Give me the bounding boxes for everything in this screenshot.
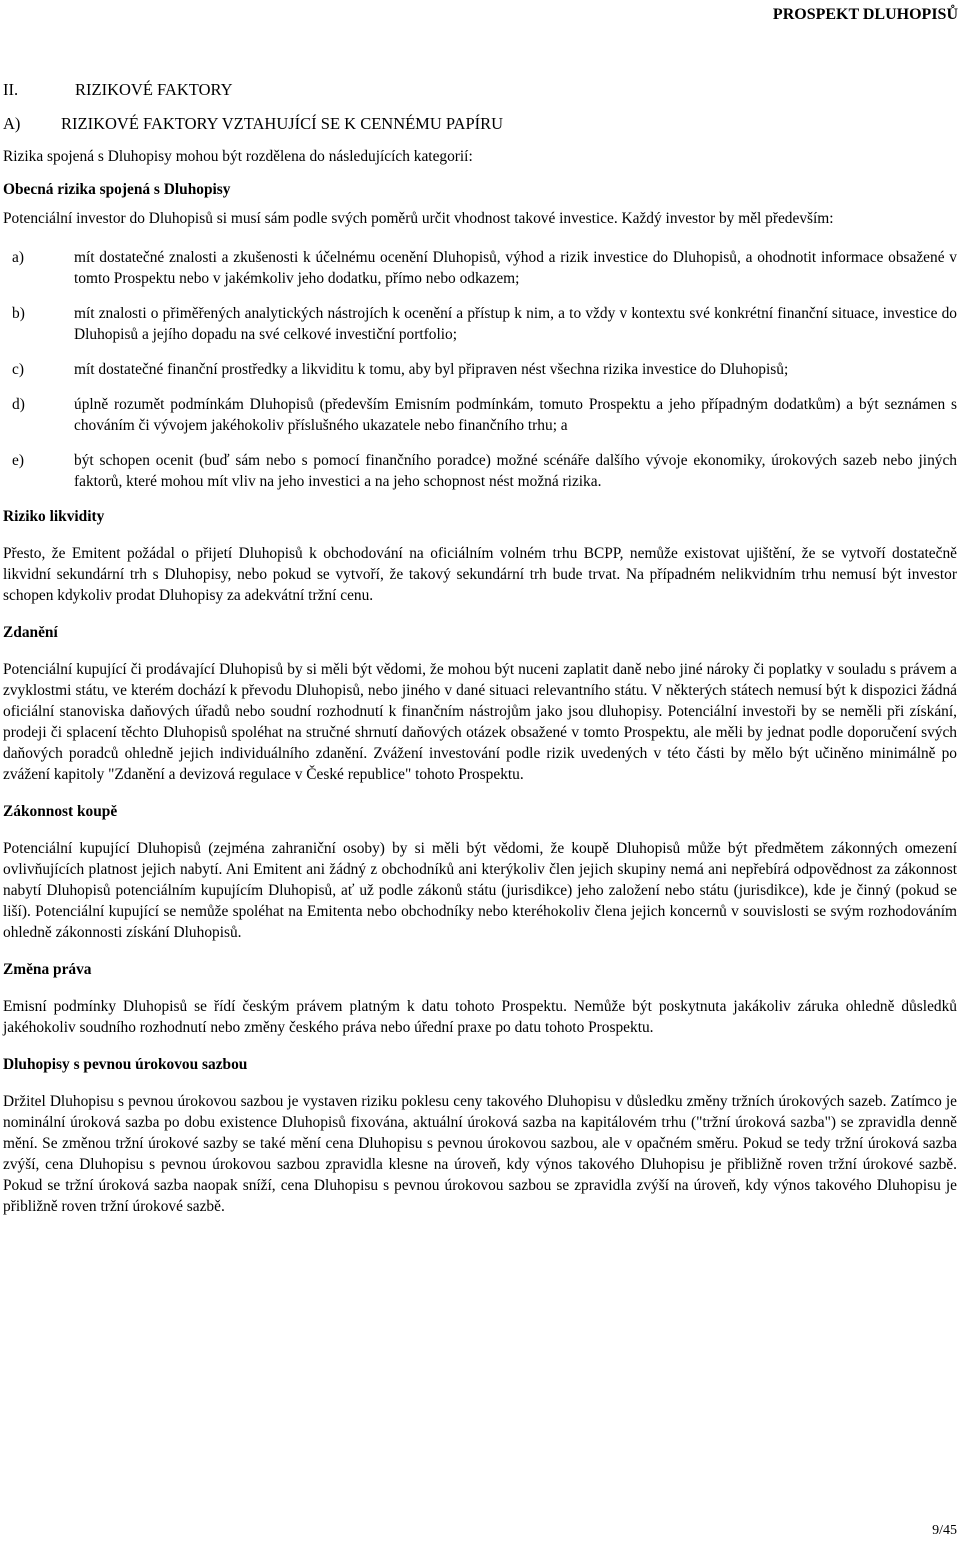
page-number: 9/45 [932, 1523, 957, 1538]
fixed-rate-section [3, 1054, 957, 1217]
chapter-heading [3, 80, 957, 100]
liquidity-section [3, 506, 957, 606]
document-page [3, 80, 957, 1217]
list-item-text: být schopen ocenit (buď sám nebo s pomocí finančního poradce) možné scénáře dalšího vývoje ekonomiky, úrokových sazeb nebo jiných faktorů, které mohou mít vliv na jeho investici a na jeho schopnost nést možná rizika. [74, 452, 957, 490]
general-risks-section [3, 179, 957, 492]
list-item-text: mít znalosti o přiměřených analytických nástrojích k ocenění a přístup k nim, a to vždy v kontextu své konkrétní finanční situace, investice do Dluhopisů a jejího dopadu na své celkové investiční portfolio; [74, 305, 957, 343]
list-item [3, 450, 957, 492]
section-title: RIZIKOVÉ FAKTORY VZTAHUJÍCÍ SE K CENNÉMU PAPÍRU [61, 114, 504, 133]
law-change-heading: Změna práva [3, 961, 92, 978]
general-risks-paragraph: Potenciální investor do Dluhopisů si musí sám podle svých poměrů určit vhodnost takové investice. Každý investor by měl především: [3, 210, 834, 227]
taxation-heading: Zdanění [3, 624, 58, 641]
liquidity-paragraph: Přesto, že Emitent požádal o přijetí Dluhopisů k obchodování na oficiálním volném trhu BCPP, nemůže existovat ujištění, že se vytvoří dostatečně likvidní sekundární trh s Dluhopisy, nebo pokud se vytvoří, že takový sekundární trh bude trvat. Na případném nelikvidním trhu nemusí být investor schopen kdykoliv prodat Dluhopisy za adekvátní tržní cenu. [3, 545, 957, 604]
list-marker: c) [12, 361, 24, 378]
list-item [3, 303, 957, 345]
legality-heading: Zákonnost koupě [3, 803, 118, 820]
intro-paragraph: Rizika spojená s Dluhopisy mohou být rozdělena do následujících kategorií: [3, 148, 473, 165]
fixed-rate-heading: Dluhopisy s pevnou úrokovou sazbou [3, 1056, 248, 1073]
list-item [3, 394, 957, 436]
investor-requirements-list [3, 247, 957, 492]
legality-section [3, 801, 957, 943]
list-item-text: úplně rozumět podmínkám Dluhopisů (především Emisním podmínkám, tomuto Prospektu a jeho případným dodatkům) a být seznámen s chováním či vývojem jakéhokoliv příslušného ukazatele nebo finančního trhu; a [74, 396, 957, 434]
legality-paragraph: Potenciální kupující Dluhopisů (zejména zahraniční osoby) by si měli být vědomi, že koupě Dluhopisů může být předmětem zákonných omezení ovlivňujících platnost jejich nabytí. Ani Emitent ani žádný z obchodníků ani kterýkoliv člen jejich skupiny nemá ani nepřebírá odpovědnost za zákonnost nabytí Dluhopisů potenciálním kupujícím Dluhopisů, ať už podle zákonů státu (jurisdikce) jeho založení nebo státu (jurisdikce), kde je činný (pokud se liší). Potenciální kupující se nemůže spoléhat na Emitenta nebo obchodníky nebo kteréhokoliv člena jejich koncernů v souvislosti se svým rozhodováním ohledně zákonnosti získání Dluhopisů. [3, 840, 957, 941]
list-marker: a) [12, 249, 24, 266]
liquidity-heading: Riziko likvidity [3, 508, 105, 525]
section-number: A) [3, 114, 21, 133]
fixed-rate-paragraph: Držitel Dluhopisu s pevnou úrokovou sazbou je vystaven riziku poklesu ceny takového Dluhopisu v důsledku změny tržních úrokových sazeb. Zatímco je nominální úroková sazba po dobu existence Dluhopisů fixována, aktuální úroková sazba na kapitálovém trhu ("tržní úroková sazba") se zpravidla denně mění. Se změnou tržní úrokové sazby se také mění cena Dluhopisu s pevnou úrokovou sazbou, ale v opačném směru. Pokud se tedy tržní úroková sazba zvýší, cena Dluhopisu s pevnou úrokovou sazbou zpravidla klesne na úroveň, kdy výnos takového Dluhopisu je přibližně roven tržní úrokové sazbě. Pokud se tržní úroková sazba naopak sníží, cena Dluhopisu s pevnou úrokovou sazbou se zpravidla zvýší na úroveň, kdy výnos takového Dluhopisu je přibližně roven tržní úrokové sazbě. [3, 1093, 957, 1215]
list-marker: b) [12, 305, 25, 322]
law-change-section [3, 959, 957, 1038]
chapter-title: RIZIKOVÉ FAKTORY [75, 80, 233, 99]
list-marker: d) [12, 396, 25, 413]
section-heading [3, 114, 957, 134]
taxation-section [3, 622, 957, 785]
law-change-paragraph: Emisní podmínky Dluhopisů se řídí českým právem platným k datu tohoto Prospektu. Nemůže být poskytnuta jakákoliv záruka ohledně důsledků jakéhokoliv soudního rozhodnutí nebo změny českého práva nebo úřední praxe po datu tohoto Prospektu. [3, 998, 957, 1036]
list-item [3, 247, 957, 289]
chapter-number: II. [3, 80, 19, 99]
general-risks-heading: Obecná rizika spojená s Dluhopisy [3, 181, 231, 198]
list-item-text: mít dostatečné znalosti a zkušenosti k účelnému ocenění Dluhopisů, výhod a rizik investice do Dluhopisů, a ohodnotit informace obsažené v tomto Prospektu nebo v jakémkoliv jeho dodatku, přímo nebo odkazem; [74, 249, 957, 287]
list-item-text: mít dostatečné finanční prostředky a likviditu k tomu, aby byl připraven nést všechna rizika investice do Dluhopisů; [74, 361, 789, 378]
list-item [3, 359, 957, 380]
document-header-title: PROSPEKT DLUHOPISŮ [772, 6, 958, 23]
list-marker: e) [12, 452, 24, 469]
taxation-paragraph: Potenciální kupující či prodávající Dluhopisů by si měli být vědomi, že mohou být nuceni zaplatit daně nebo jiné nároky či poplatky v souladu s právem a zvyklostmi státu, ve kterém dochází k převodu Dluhopisů, nebo jiného v dané situaci relevantního státu. V některých státech nemusí být k dispozici žádná oficiální stanoviska daňových úřadů nebo soudní rozhodnutí k finančním nástrojům jako jsou dluhopisy. Potenciální investoři by se neměli při získání, prodeji či splacení těchto Dluhopisů spoléhat na stručné shrnutí daňových otázek obsažené v tomto Prospektu, ale měli by jednat podle doporučení svých daňových poradců ohledně jejich individuálního zdanění. Zvážení investování podle rizik uvedených v této části by mělo být učiněno minimálně po zvážení kapitoly "Zdanění a devizová regulace v České republice" tohoto Prospektu. [3, 661, 957, 783]
